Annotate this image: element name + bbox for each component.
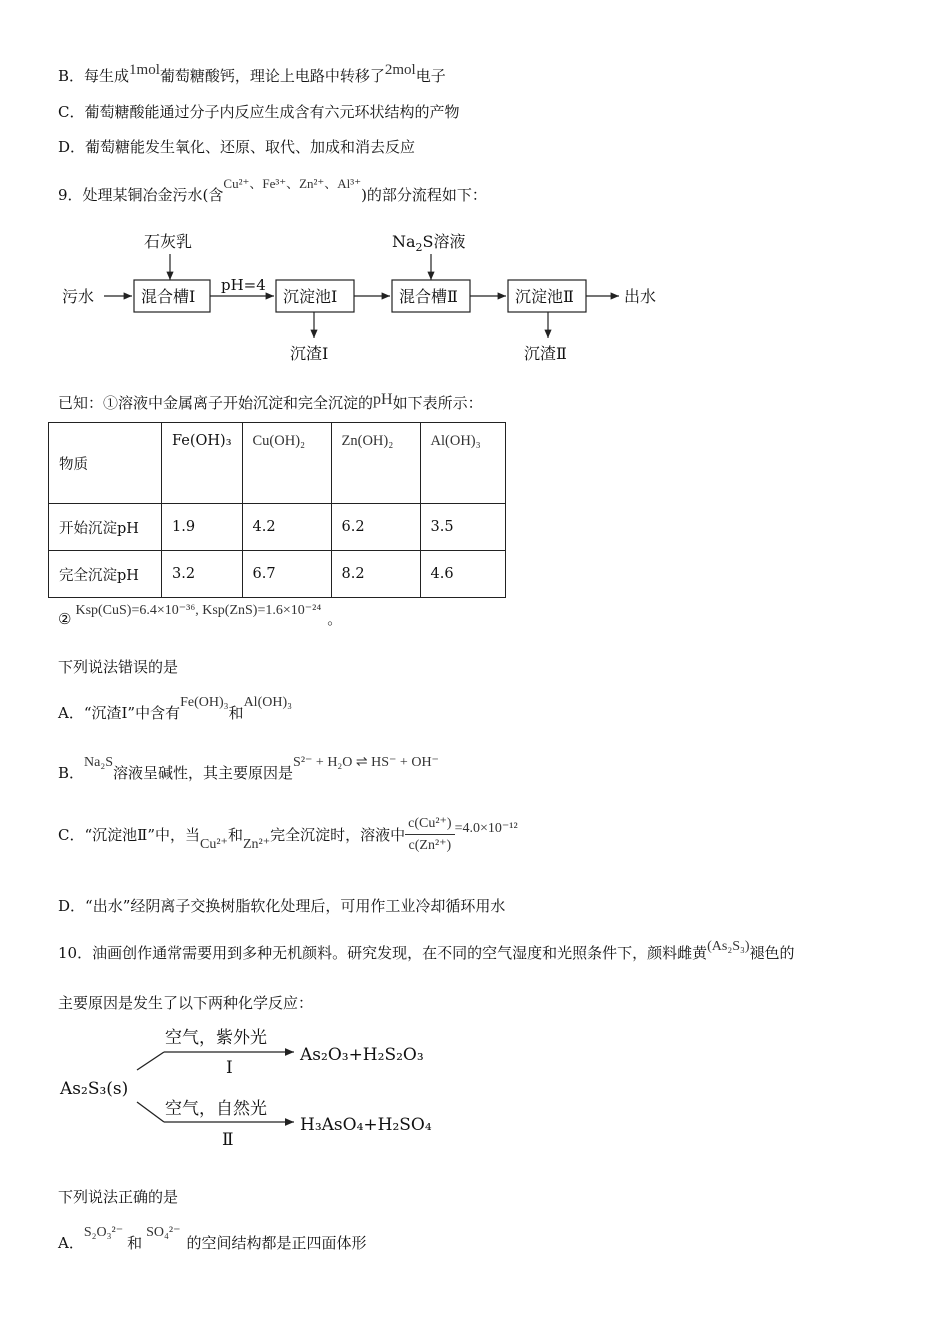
q9-option-c [58, 810, 518, 858]
flow-outlet: 出水 [624, 287, 657, 306]
q9-ksp [58, 598, 343, 628]
flow-ph: pH=4 [221, 276, 266, 294]
q9-known-text1: 已知：①溶液中金属离子开始沉淀和完全沉淀的 [58, 394, 374, 412]
q10-option-a [58, 1225, 367, 1253]
reactant-as2s3: As₂S₃(s) [60, 1079, 129, 1099]
table-cell: 6.2 [331, 504, 420, 551]
q9-c-numerator: c(Cu²⁺) [405, 815, 454, 835]
q9-ksp-num: ② [58, 610, 72, 628]
q9-c-text1: C．“沉淀池Ⅱ”中，当 [58, 825, 201, 844]
q9-c-denominator: c(Zn²⁺) [408, 837, 452, 853]
table-cell: 3.5 [420, 504, 505, 551]
table-header-cell: 物质 [49, 423, 162, 504]
route-label-2: Ⅱ [222, 1130, 234, 1150]
product-2: H₃AsO₄+H₂SO₄ [300, 1115, 432, 1135]
q10-a-ion2: SO₄²⁻ [146, 1225, 181, 1240]
q9-stem-text2: )的部分流程如下： [361, 186, 487, 204]
flow-lime: 石灰乳 [144, 232, 193, 251]
table-cell: 4.6 [420, 551, 505, 598]
q9-b-text2: 溶液呈碱性，其主要原因是 [113, 764, 294, 782]
condition-2: 空气，自然光 [165, 1099, 267, 1119]
table-row [49, 551, 506, 598]
process-flow-diagram [0, 222, 700, 372]
q9-known-ph: pH [373, 391, 393, 408]
q9-c-text3: 完全沉淀时，溶液中 [270, 825, 406, 844]
table-row [49, 504, 506, 551]
table-header-cell: Zn(OH)₂ [331, 423, 420, 504]
q10-a-text3: 的空间结构都是正四面体形 [186, 1234, 367, 1252]
q9-known-text2: 如下表所示： [392, 394, 483, 412]
q9-stem [58, 176, 487, 205]
q9-a-text2: 和 [228, 704, 244, 722]
q10-a-ion1: S₂O₃²⁻ [83, 1225, 124, 1240]
q9-stem-text1: 9．处理某铜冶金污水(含 [58, 186, 224, 204]
q9-c-fraction [405, 815, 454, 854]
table-cell: 1.9 [162, 504, 243, 551]
table-cell: 6.7 [242, 551, 331, 598]
table-header-cell: Al(OH)₃ [420, 423, 505, 504]
q10-stem [58, 939, 795, 963]
flow-sed2: 沉淀池Ⅱ [515, 287, 574, 306]
q9-c-text2: 和 [227, 825, 243, 844]
q8-option-b [58, 62, 446, 86]
flow-mix2: 混合槽Ⅱ [399, 287, 458, 306]
table-header-row [49, 423, 506, 504]
q8-b-mol1: 1mol [129, 62, 160, 78]
q10-stem-line2: 主要原因是发生了以下两种化学反应： [58, 994, 314, 1012]
q9-a-text1: A．“沉渣Ⅰ”中含有 [58, 704, 181, 722]
q9-b-text1: B． [58, 764, 85, 782]
q9-ask: 下列说法错误的是 [58, 658, 179, 676]
q8-b-text1: B．每生成 [58, 67, 130, 85]
flow-slag1: 沉渣Ⅰ [290, 344, 329, 363]
q9-a-formula1: Fe(OH)₃ [180, 695, 229, 710]
q10-stem-text1: 10．油画创作通常需要用到多种无机颜料。研究发现，在不同的空气湿度和光照条件下，颜料雌黄 [58, 944, 708, 962]
table-cell: 4.2 [242, 504, 331, 551]
route-label-1: Ⅰ [226, 1058, 233, 1078]
table-cell: 3.2 [162, 551, 243, 598]
q9-c-value: =4.0×10⁻¹² [454, 820, 518, 836]
q8-b-text3: 电子 [415, 67, 446, 85]
flow-mix1: 混合槽Ⅰ [141, 287, 196, 306]
table-header-cell: Fe(OH)₃ [162, 423, 243, 504]
q10-a-text2: 和 [127, 1234, 143, 1252]
q10-stem-formula: (As₂S₃) [707, 939, 750, 954]
q9-option-a [58, 695, 292, 723]
table-cell: 完全沉淀pH [49, 551, 162, 598]
q10-a-text1: A． [58, 1234, 84, 1252]
q9-option-b [58, 755, 439, 783]
q10-ask: 下列说法正确的是 [58, 1188, 179, 1206]
flow-sed1: 沉淀池Ⅰ [283, 287, 338, 306]
q9-ions: Cu²⁺、Fe³⁺、Zn²⁺、Al³⁺ [223, 176, 362, 191]
q8-option-c: C．葡萄糖酸能通过分子内反应生成含有六元环状结构的产物 [58, 103, 460, 121]
q10-stem-text2: 褪色的 [749, 944, 795, 962]
q9-c-ion1: Cu²⁺ [200, 836, 228, 852]
q9-known [58, 392, 483, 413]
q8-option-d: D．葡萄糖能发生氧化、还原、取代、加成和消去反应 [58, 138, 416, 156]
flow-wastewater: 污水 [62, 287, 95, 306]
q9-b-formula: Na₂S [84, 755, 114, 770]
q9-ksp-values: Ksp(CuS)=6.4×10⁻³⁶, Ksp(ZnS)=1.6×10⁻²⁴ [75, 603, 322, 618]
flow-slag2: 沉渣Ⅱ [524, 344, 567, 363]
reaction-diagram [0, 1018, 480, 1153]
q8-b-text2: 葡萄糖酸钙，理论上电路中转移了 [159, 67, 385, 85]
q9-ksp-end: 。 [327, 610, 343, 628]
table-cell: 开始沉淀pH [49, 504, 162, 551]
q9-a-formula2: Al(OH)₃ [243, 695, 292, 710]
q9-b-equation: S²⁻ + H₂O ⇌ HS⁻ + OH⁻ [293, 755, 439, 770]
q8-b-mol2: 2mol [384, 62, 416, 78]
condition-1: 空气，紫外光 [165, 1028, 267, 1048]
q9-c-ion2: Zn²⁺ [242, 836, 271, 852]
table-cell: 8.2 [331, 551, 420, 598]
product-1: As₂O₃+H₂S₂O₃ [300, 1045, 424, 1065]
q9-option-d: D．“出水”经阴离子交换树脂软化处理后，可用作工业冷却循环用水 [58, 897, 506, 915]
flow-na2s: $Na_2S$溶液 [392, 232, 466, 254]
table-header-cell: Cu(OH)₂ [242, 423, 331, 504]
precipitation-ph-table [48, 422, 506, 598]
